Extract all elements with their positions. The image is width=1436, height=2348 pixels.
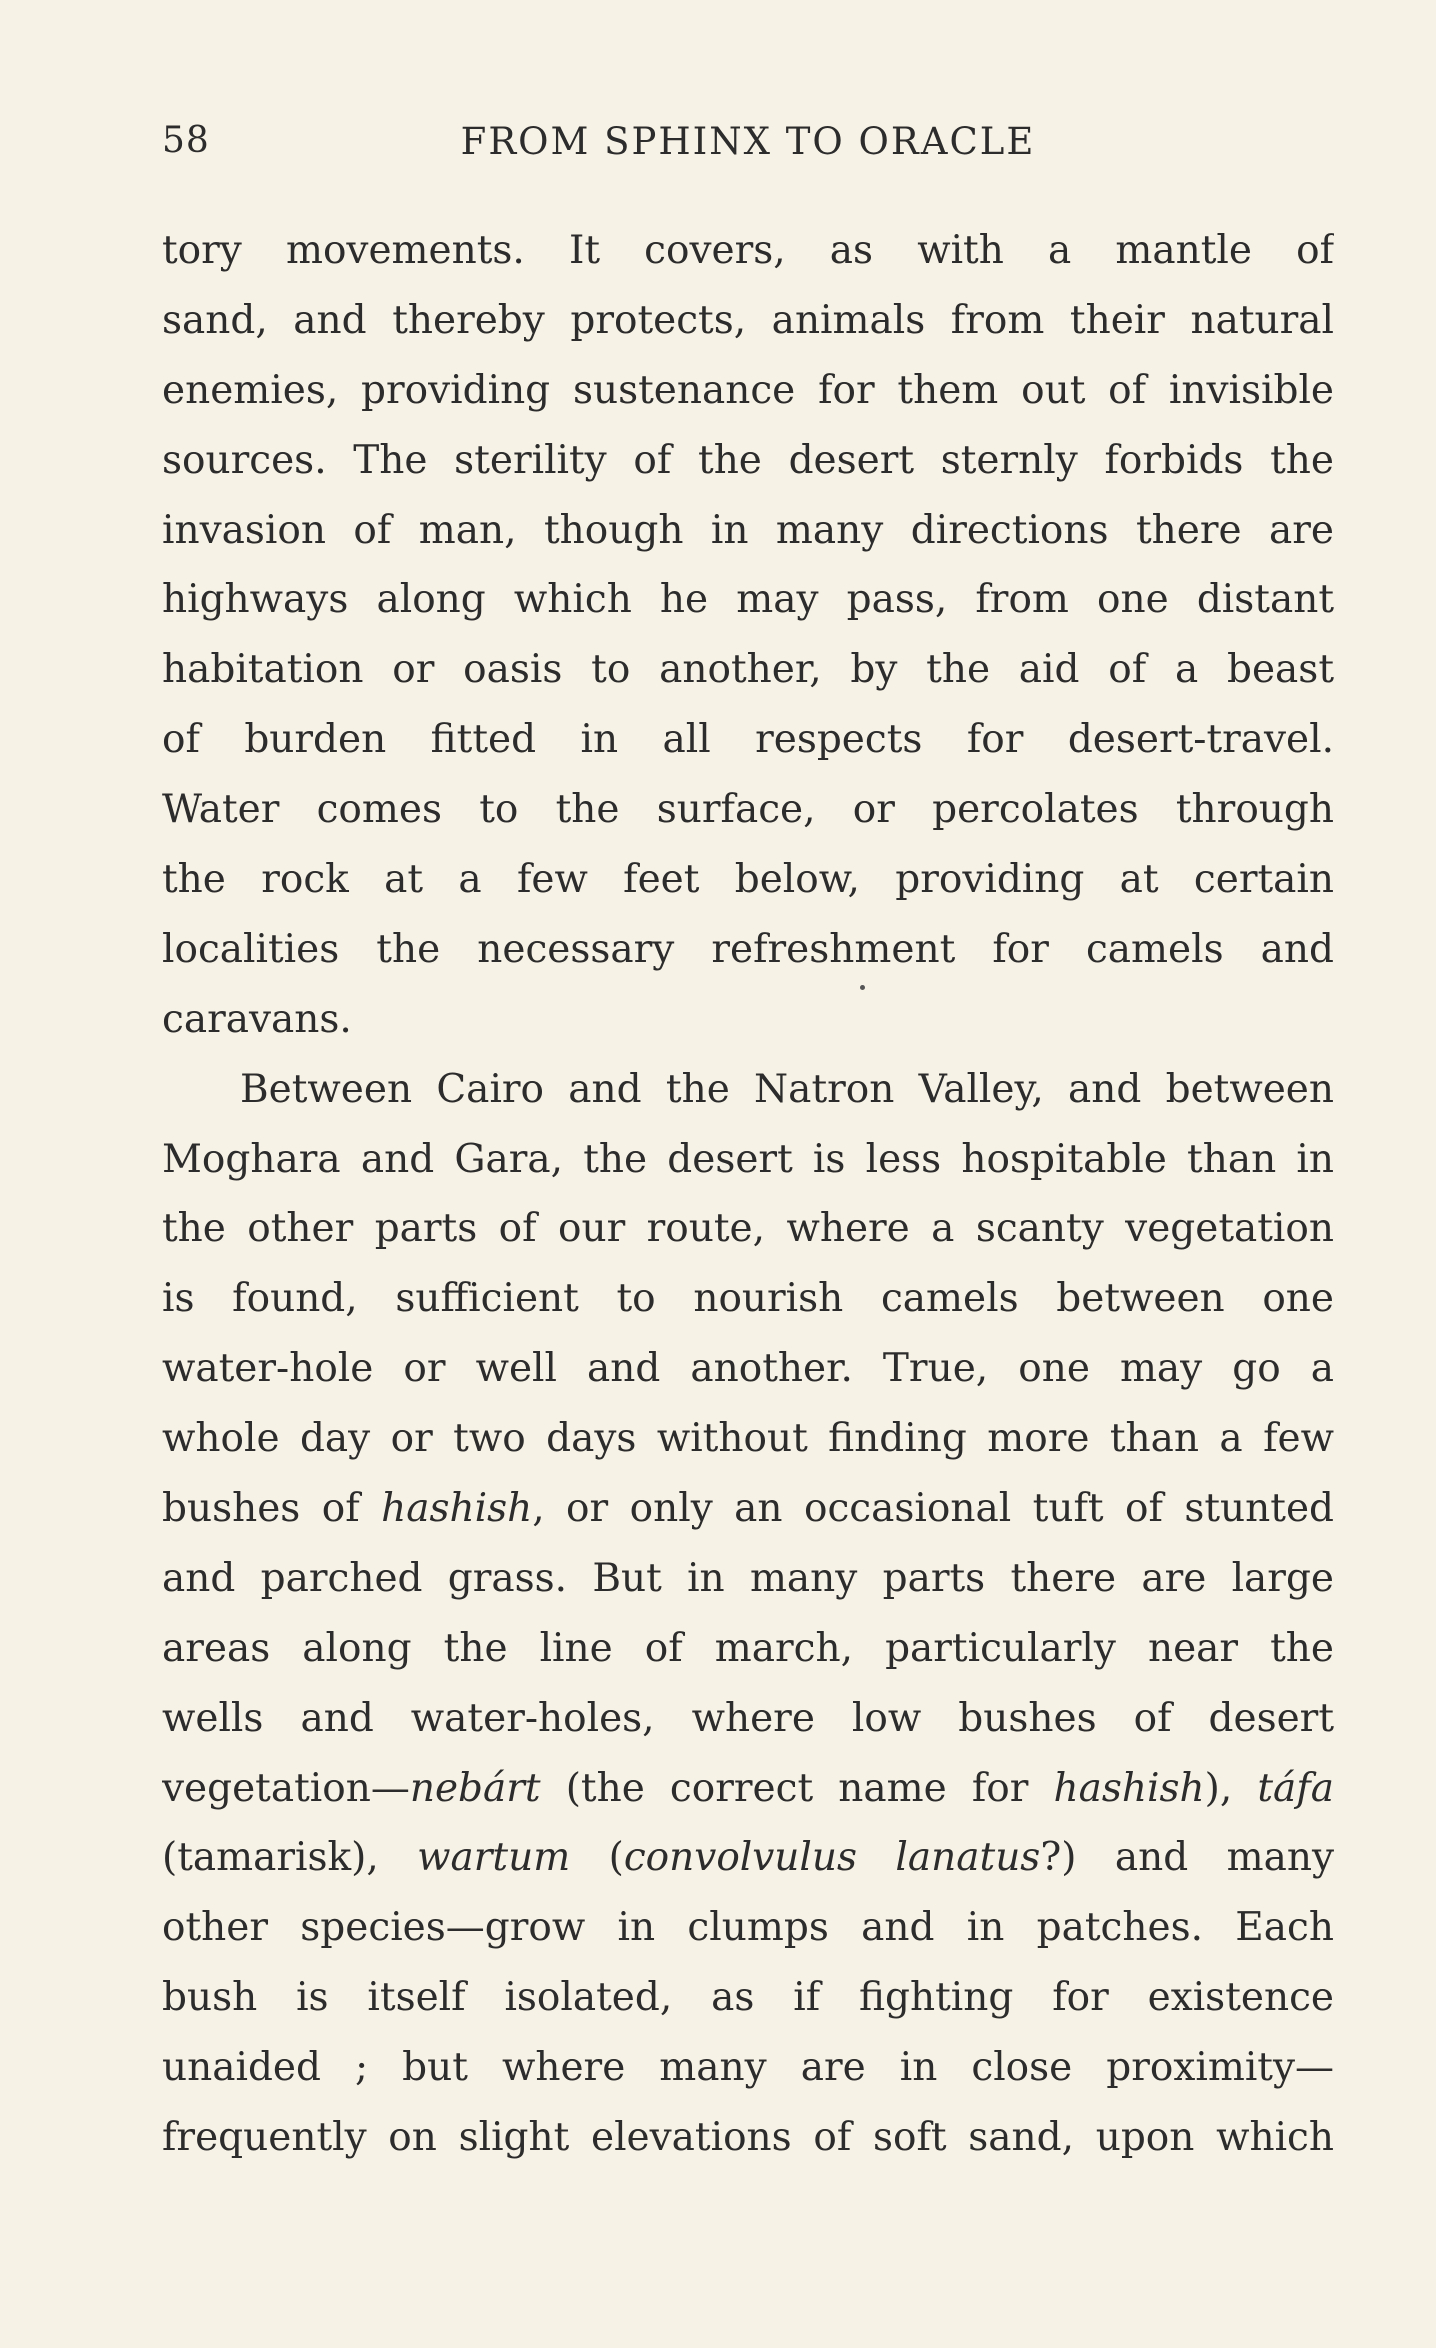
ink-speck bbox=[860, 985, 865, 990]
text-line: wells and water-holes, where low bushes of desert bbox=[162, 1695, 1334, 1741]
text-line: whole day or two days without finding more than a few bbox=[162, 1416, 1334, 1462]
text-line: invasion of man, though in many directions there are bbox=[162, 507, 1334, 553]
paragraph-end-line: caravans. bbox=[162, 996, 352, 1042]
text-line: localities the necessary refreshment for camels and bbox=[162, 926, 1334, 972]
italic-term: hashish bbox=[1053, 1765, 1205, 1811]
text-run: , or only an occasional tuft of stunted bbox=[532, 1486, 1334, 1532]
italic-term: táfa bbox=[1257, 1765, 1334, 1811]
text-line: highways along which he may pass, from one distant bbox=[162, 577, 1334, 623]
text-run: (the correct name for bbox=[540, 1765, 1054, 1811]
text-line: water-hole or well and another. True, one may go a bbox=[162, 1346, 1334, 1392]
text-line: and parched grass. But in many parts there are large bbox=[162, 1555, 1334, 1601]
text-line: enemies, providing sustenance for them out of invisible bbox=[162, 367, 1334, 413]
running-title: FROM SPHINX TO ORACLE bbox=[460, 120, 1036, 163]
text-line: the other parts of our route, where a scanty vegetation bbox=[162, 1206, 1334, 1252]
text-line bbox=[162, 1754, 1334, 1824]
text-run: ( bbox=[570, 1835, 624, 1881]
italic-term: wartum bbox=[417, 1835, 571, 1881]
text-line: the rock at a few feet below, providing at certain bbox=[162, 857, 1334, 903]
text-line: bush is itself isolated, as if fighting for existence bbox=[162, 1975, 1334, 2021]
page-header bbox=[162, 112, 1334, 172]
page-number: 58 bbox=[162, 120, 210, 161]
italic-term: convolvulus lanatus bbox=[623, 1835, 1041, 1881]
text-line: of burden fitted in all respects for desert-travel. bbox=[162, 717, 1334, 763]
text-run: ?) and many bbox=[1040, 1835, 1334, 1881]
text-line: areas along the line of march, particularly near the bbox=[162, 1625, 1334, 1671]
text-line bbox=[162, 1823, 1334, 1893]
paragraph-start-line: Between Cairo and the Natron Valley, and between bbox=[240, 1066, 1334, 1112]
text-line: Moghara and Gara, the desert is less hospitable than in bbox=[162, 1136, 1334, 1182]
italic-term: nebárt bbox=[409, 1765, 541, 1811]
text-line: habitation or oasis to another, by the aid of a beast bbox=[162, 647, 1334, 693]
text-line bbox=[162, 1474, 1334, 1544]
text-line: frequently on slight elevations of soft sand, upon which bbox=[162, 2115, 1334, 2161]
text-run: vegetation— bbox=[162, 1765, 410, 1811]
text-run: (tamarisk), bbox=[162, 1835, 418, 1881]
text-line: other species—grow in clumps and in patches. Each bbox=[162, 1905, 1334, 1951]
text-line: tory movements. It covers, as with a mantle of bbox=[162, 228, 1334, 273]
text-line: unaided ; but where many are in close proximity— bbox=[162, 2045, 1334, 2091]
text-run: bushes of bbox=[162, 1486, 382, 1532]
body-text bbox=[162, 216, 1334, 2173]
text-line: sources. The sterility of the desert sternly forbids the bbox=[162, 437, 1334, 483]
text-line: sand, and thereby protects, animals from their natural bbox=[162, 297, 1334, 343]
text-run: ), bbox=[1204, 1765, 1258, 1811]
text-line: is found, sufficient to nourish camels between one bbox=[162, 1276, 1334, 1322]
text-line: Water comes to the surface, or percolates through bbox=[162, 787, 1334, 833]
italic-term: hashish bbox=[381, 1486, 533, 1532]
